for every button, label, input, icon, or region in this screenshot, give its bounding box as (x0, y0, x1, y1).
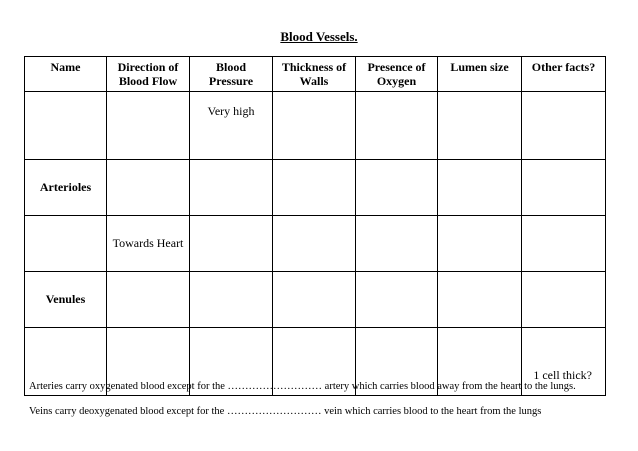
blood-vessels-table (24, 56, 606, 396)
cell-other[interactable]: 1 cell thick? (522, 328, 606, 396)
cell-thickness[interactable] (273, 272, 356, 328)
table-row (25, 272, 606, 328)
cell-pressure[interactable] (190, 160, 273, 216)
note-arteries: Arteries carry oxygenated blood except for the ……………………… artery which carries blood away from the heart to the lungs. (29, 381, 576, 392)
header-name: Name (25, 57, 107, 92)
cell-name[interactable] (25, 92, 107, 160)
cell-lumen[interactable] (438, 92, 522, 160)
cell-lumen[interactable] (438, 160, 522, 216)
header-oxygen: Presence of Oxygen (356, 57, 438, 92)
header-thickness: Thickness of Walls (273, 57, 356, 92)
cell-pressure[interactable] (190, 216, 273, 272)
cell-other[interactable] (522, 92, 606, 160)
cell-thickness[interactable] (273, 216, 356, 272)
table-row (25, 160, 606, 216)
cell-oxygen[interactable] (356, 272, 438, 328)
table-row (25, 216, 606, 272)
header-pressure: Blood Pressure (190, 57, 273, 92)
cell-name[interactable]: Venules (25, 272, 107, 328)
cell-other[interactable] (522, 216, 606, 272)
cell-oxygen[interactable] (356, 216, 438, 272)
cell-lumen[interactable] (438, 272, 522, 328)
cell-other[interactable] (522, 160, 606, 216)
note-veins: Veins carry deoxygenated blood except for the ……………………… vein which carries blood to the heart from the lungs (29, 406, 542, 417)
cell-direction[interactable] (107, 160, 190, 216)
cell-pressure[interactable] (190, 272, 273, 328)
cell-oxygen[interactable] (356, 92, 438, 160)
header-other: Other facts? (522, 57, 606, 92)
header-lumen: Lumen size (438, 57, 522, 92)
header-row (25, 57, 606, 92)
cell-thickness[interactable] (273, 160, 356, 216)
cell-pressure[interactable]: Very high (190, 92, 273, 160)
cell-direction[interactable]: Towards Heart (107, 216, 190, 272)
cell-direction[interactable] (107, 272, 190, 328)
table-row (25, 92, 606, 160)
cell-lumen[interactable] (438, 216, 522, 272)
cell-thickness[interactable] (273, 92, 356, 160)
cell-oxygen[interactable] (356, 160, 438, 216)
page-title: Blood Vessels. (280, 29, 358, 44)
cell-other[interactable] (522, 272, 606, 328)
cell-direction[interactable] (107, 92, 190, 160)
cell-name[interactable]: Arterioles (25, 160, 107, 216)
cell-name[interactable] (25, 216, 107, 272)
header-direction: Direction of Blood Flow (107, 57, 190, 92)
